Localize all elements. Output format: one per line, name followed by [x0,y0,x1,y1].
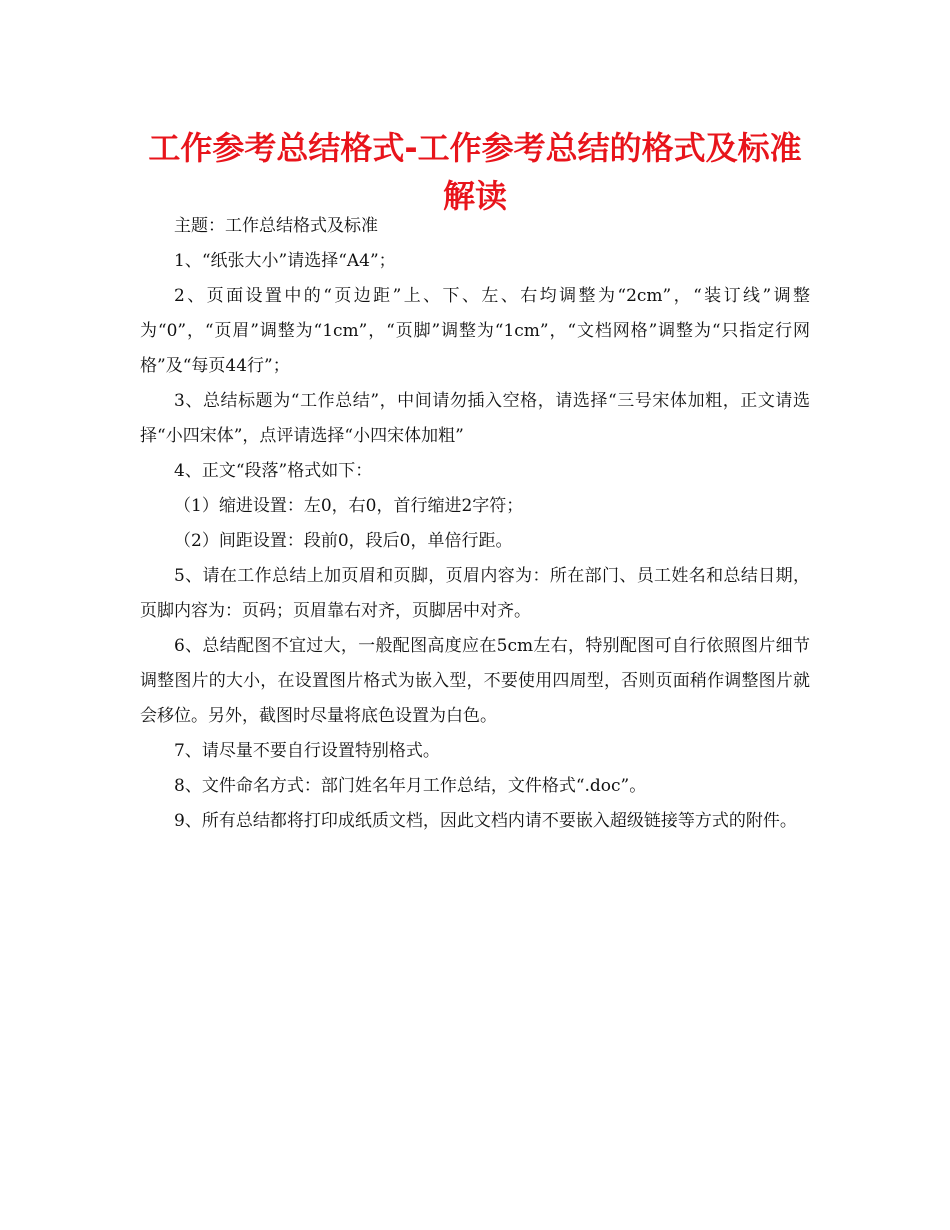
paragraph-item-9: 9、所有总结都将打印成纸质文档，因此文档内请不要嵌入超级链接等方式的附件。 [174,811,797,831]
paragraph-item-4: 4、正文“段落”格式如下： [174,461,373,481]
paragraph-item-3: 3、总结标题为“工作总结”，中间请勿插入空格，请选择“三号宋体加粗，正文请选择“小四宋体”，点评请选择“小四宋体加粗” [140,391,810,446]
paragraph-item-5: 5、请在工作总结上加页眉和页脚，页眉内容为：所在部门、员工姓名和总结日期，页脚内容为：页码；页眉靠右对齐，页脚居中对齐。 [140,566,810,621]
paragraph-item-8: 8、文件命名方式：部门姓名年月工作总结，文件格式“.doc”。 [174,776,647,796]
document-title: 工作参考总结格式-工作参考总结的格式及标准解读 [148,129,802,215]
paragraph-subject: 主题：工作总结格式及标准 [174,216,378,236]
document-body [140,209,810,839]
paragraph-item-1: 1、“纸张大小”请选择“A4”； [174,251,396,271]
paragraph-item-4-sub-1: （1）缩进设置：左0，右0，首行缩进2字符； [174,496,524,516]
paragraph-item-4-sub-2: （2）间距设置：段前0，段后0，单倍行距。 [174,531,513,551]
paragraph-item-2: 2、页面设置中的“页边距”上、下、左、右均调整为“2cm”，“装订线”调整为“0”，“页眉”调整为“1cm”，“页脚”调整为“1cm”，“文档网格”调整为“只指定行网格”及“每页44行”； [140,286,810,376]
paragraph-item-7: 7、请尽量不要自行设置特别格式。 [174,741,440,761]
paragraph-item-6: 6、总结配图不宜过大，一般配图高度应在5cm左右，特别配图可自行依照图片细节调整图片的大小，在设置图片格式为嵌入型，不要使用四周型，否则页面稍作调整图片就会移位。另外，截图时尽量将底色设置为白色。 [140,636,810,726]
